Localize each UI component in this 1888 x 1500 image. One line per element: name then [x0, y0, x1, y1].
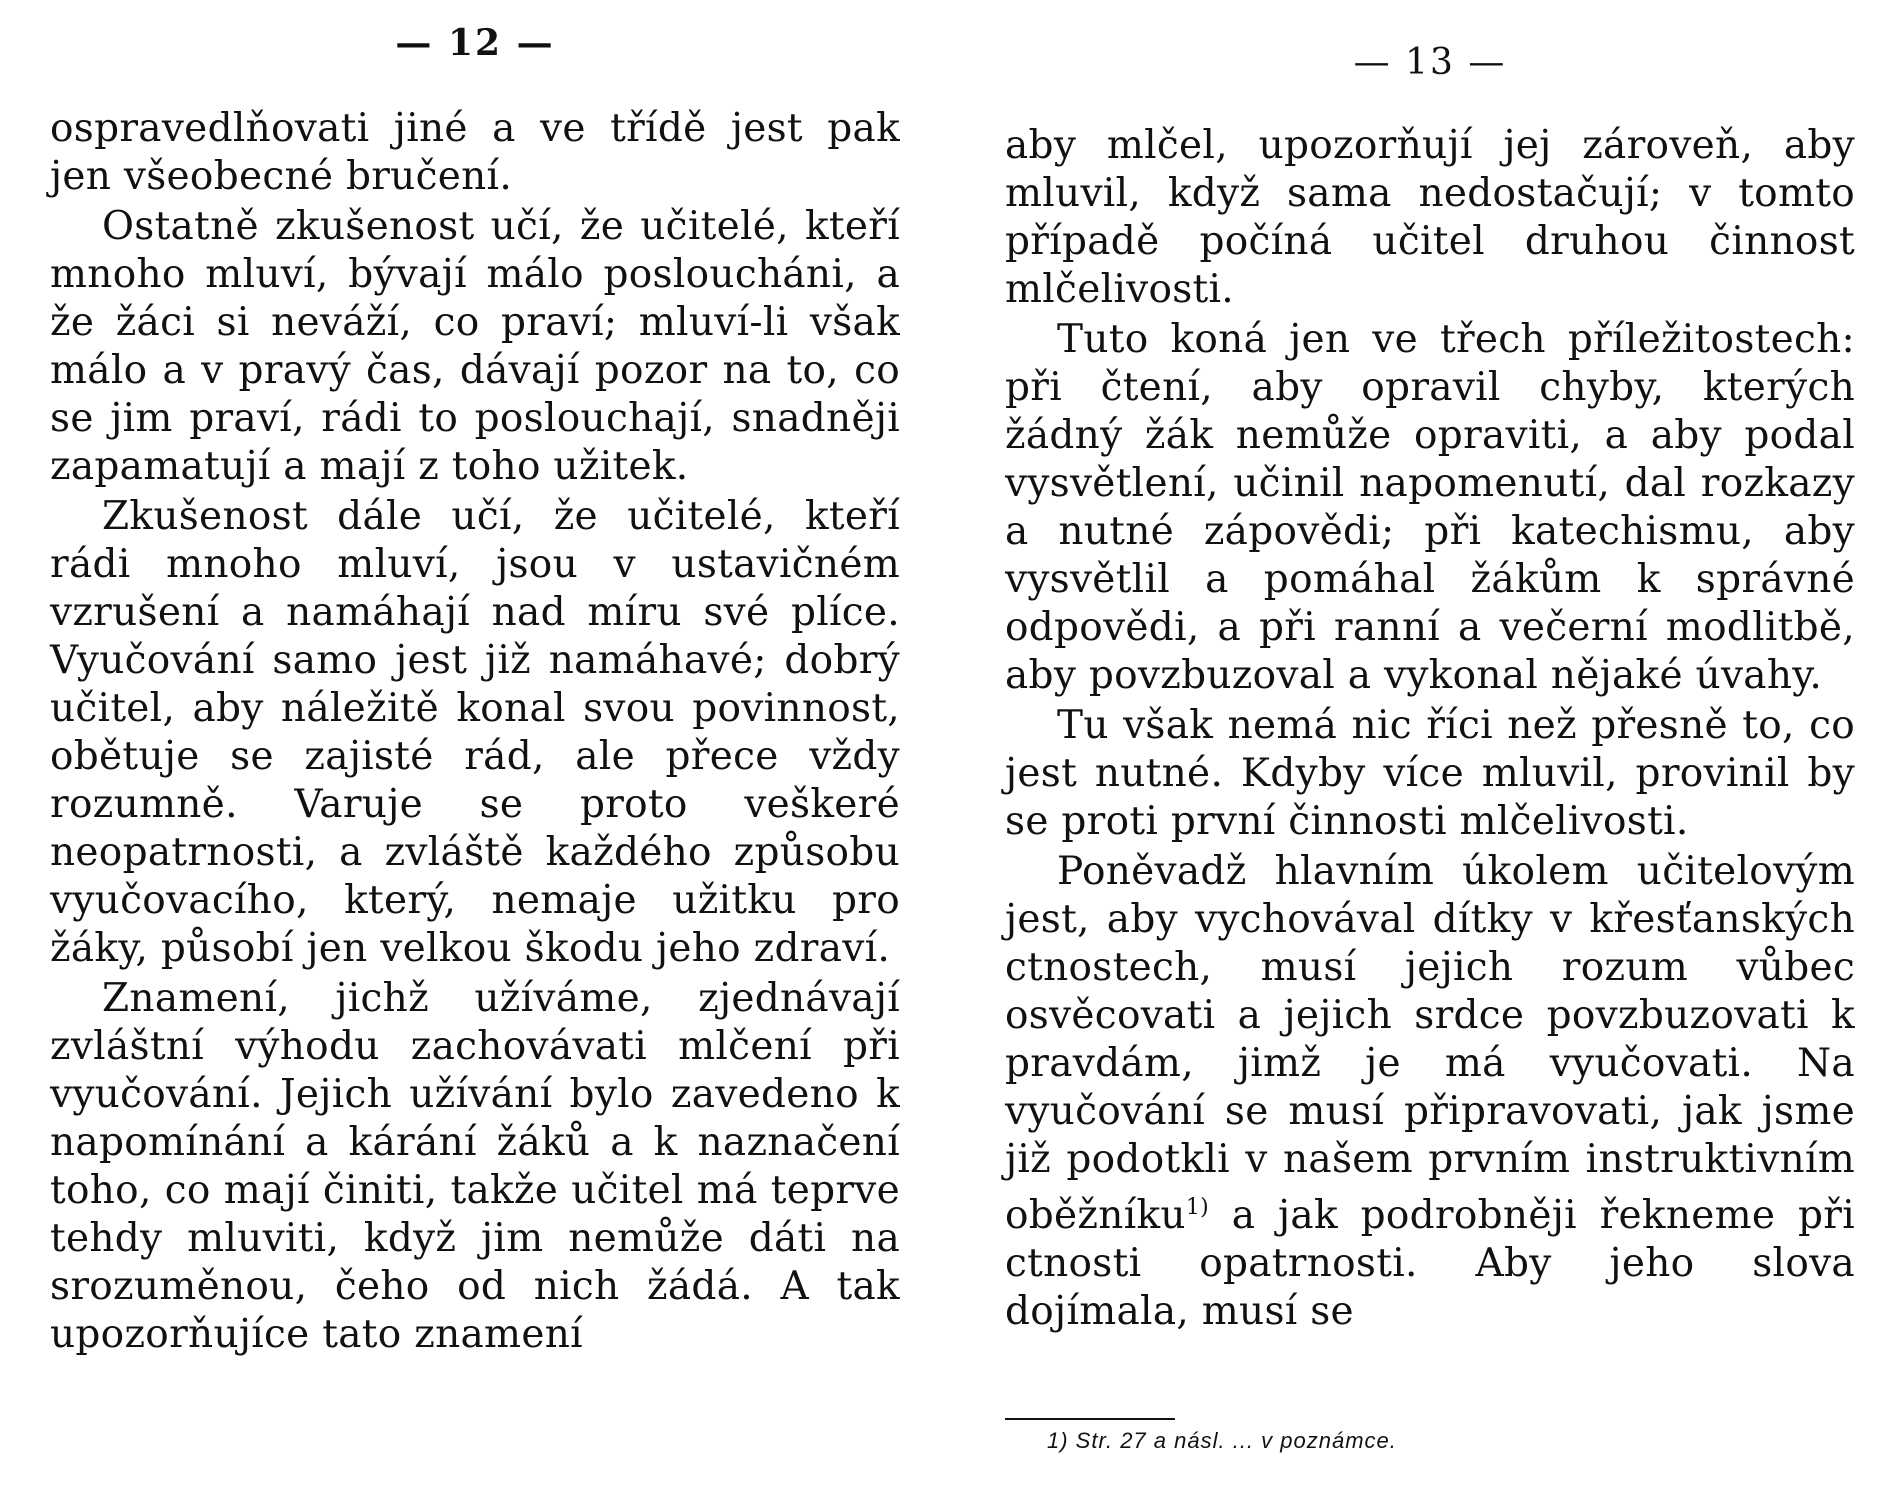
paragraph-with-footnote-ref [1005, 848, 1855, 1336]
paragraph: Zkušenost dále učí, že učitelé, kteří rádi mnoho mluví, jsou v ustavičném vzrušení a namáhají nad míru své plíce. Vyučování samo jest již namáhavé; dobrý učitel, aby náležitě konal svou povinnost, obětuje se zajisté rád, ale přece vždy rozumně. Varuje se proto veškeré neopatrnosti, a zvláště každého způsobu vyučovacího, který, nemaje užitku pro žáky, působí jen velkou škodu jeho zdraví. [50, 494, 900, 971]
right-page [1005, 0, 1855, 1500]
paragraph-head: Poněvadž hlavním úkolem učitelovým jest, aby vychovával dítky v křesťanských ctnostech, musí jejich rozum vůbec osvěcovati a jejich srdce povzbuzovati k pravdám, jimž je má vyučovati. Na vyučování se musí připravovati, jak jsme již podotkli v našem prvním instruktivním oběžníku [1005, 849, 1855, 1238]
footnote: 1) Str. 27 a násl. ... v poznámce. [1047, 1428, 1397, 1453]
left-page [50, 0, 900, 1500]
paragraph: Ostatně zkušenost učí, že učitelé, kteří mnoho mluví, bývají málo posloucháni, a že žáci si neváží, co praví; mluví-li však málo a v pravý čas, dávají pozor na to, co se jim praví, rádi to poslouchají, snadněji zapamatují a mají z toho užitek. [50, 204, 900, 489]
footnote-divider [1005, 1418, 1175, 1420]
page-number-12: — 12 — [395, 22, 555, 64]
paragraph: Tu však nemá nic říci než přesně to, co jest nutné. Kdyby více mluvil, provinil by se proti první činnosti mlčelivosti. [1005, 703, 1855, 844]
paragraph: Tuto koná jen ve třech příležitostech: při čtení, aby opravil chyby, kterých žádný žák nemůže opraviti, a aby podal vysvětlení, učinil napomenutí, dal rozkazy a nutné zápovědi; při katechismu, aby vysvětlil a pomáhal žákům k správné odpovědi, a při ranní a večerní modlitbě, aby povzbuzoval a vykonal nějaké úvahy. [1005, 317, 1855, 698]
paragraph-tail: a jak podrobněji řekneme při ctnosti opatrnosti. Aby jeho slova dojímala, musí se [1005, 1193, 1855, 1334]
paragraph: Znamení, jichž užíváme, zjednávají zvláštní výhodu zachovávati mlčení při vyučování. Jejich užívání bylo zavedeno k napomínání a kárání žáků a k naznačení toho, co mají činiti, takže učitel má teprve tehdy mluviti, když jim nemůže dáti na srozuměnou, čeho od nich žádá. A tak upozorňujíce tato znamení [50, 976, 900, 1357]
paragraph: ospravedlňovati jiné a ve třídě jest pak jen všeobecné bručení. [50, 106, 900, 199]
left-page-body [50, 105, 900, 1361]
right-page-body [1005, 122, 1855, 1338]
footnote-marker: 1) [1185, 1195, 1210, 1220]
paragraph: aby mlčel, upozorňují jej zároveň, aby mluvil, když sama nedostačují; v tomto případě počíná učitel druhou činnost mlčelivosti. [1005, 123, 1855, 312]
page-number-13: — 13 — [1353, 42, 1507, 83]
